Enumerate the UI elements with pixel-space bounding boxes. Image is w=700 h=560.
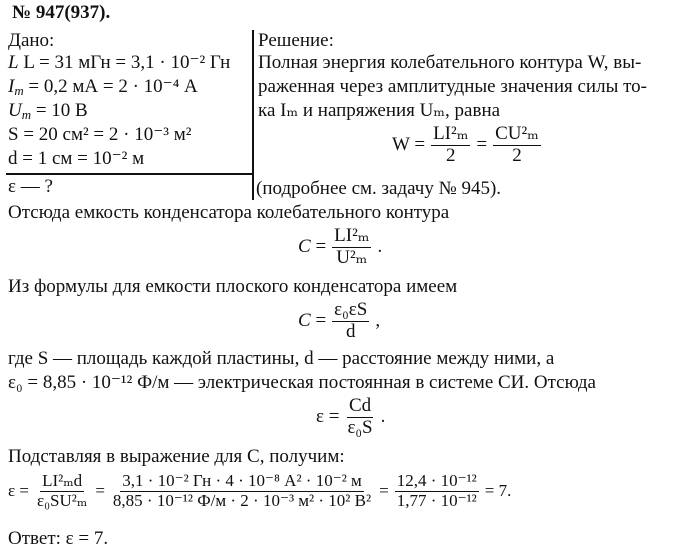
given-vertical-rule — [252, 30, 254, 200]
given-Um: $U_m = 10$ В — [8, 100, 88, 123]
given-d: d = 1 см = 10⁻² м — [8, 148, 145, 169]
formula-final-frac-3 — [395, 472, 479, 510]
formula-final-den-3: 1,77 · 10⁻¹² — [396, 490, 477, 510]
formula-C1-frac — [332, 226, 371, 269]
formula-C1-num: LI²ₘ — [334, 225, 370, 246]
formula-C1-den: U²ₘ — [336, 246, 368, 268]
given-find: ε — ? — [8, 176, 53, 197]
formula-W-num-2: CU²ₘ — [495, 123, 539, 144]
solution-line-8: Подставляя в выражение для C, получим: — [8, 446, 345, 467]
formula-W-lhs: W = — [392, 133, 426, 155]
solution-see: (подробнее см. задачу № 945). — [256, 178, 502, 199]
formula-final: ε = $\frac{\text{LI²ₘd}}{\text{ε₀SU²ₘ}}$ = $\frac{\text{3,1 · 10⁻² Гн · 4 · 10⁻⁸ А² · 10⁻² м}}{\text{8,85 · 10⁻¹² Ф/м · 2 · 10⁻³ м² · 10² В²}}$ = $\frac{\text{12,4 · 10⁻¹²}}{\text{1,77 · 10⁻¹²}}$ = 7. — [8, 471, 512, 510]
solution-line-7: ε₀ = 8,85 · 10⁻¹² Ф/м — электрическая постоянная в системе СИ. Отсюда — [8, 372, 596, 393]
formula-C2: C = $\frac{\text{ε₀εS}}{d}$ , — [298, 299, 381, 342]
formula-final-num-3: 12,4 · 10⁻¹² — [396, 471, 477, 490]
formula-final-num-2: 3,1 · 10⁻² Гн · 4 · 10⁻⁸ А² · 10⁻² м — [122, 471, 362, 490]
solution-line-5: Из формулы для емкости плоского конденсатора имеем — [8, 276, 458, 297]
formula-final-den-2: 8,85 · 10⁻¹² Ф/м · 2 · 10⁻³ м² · 10² В² — [112, 490, 372, 510]
solution-line-1: Полная энергия колебательного контура W, вы- — [258, 52, 642, 73]
formula-W-frac-1 — [431, 124, 470, 167]
solution-line-6: где S — площадь каждой пластины, d — расстояние между ними, а — [8, 348, 555, 369]
formula-final-result: = 7. — [484, 480, 512, 500]
solution-line-4: Отсюда емкость конденсатора колебательного контура — [8, 202, 450, 223]
formula-eps: ε = $\frac{Cd}{\text{ε₀S}}$ . — [316, 395, 386, 438]
given-Im: $I_m = 0,2$ мА = 2 · 10⁻⁴ А — [8, 76, 198, 99]
answer: Ответ: ε = 7. — [8, 528, 109, 549]
solution-line-2: раженная через амплитудные значения силы то- — [258, 76, 647, 97]
formula-W-den-2: 2 — [512, 144, 522, 166]
formula-C2-num: ε₀εS — [334, 299, 368, 320]
formula-C2-den: d — [345, 320, 356, 342]
formula-C2-frac — [332, 300, 369, 343]
given-L: L L = 31 мГн = 3,1 · 10⁻² Гн — [8, 52, 231, 73]
formula-W-num-1: LI²ₘ — [433, 123, 469, 144]
formula-W: W = $\frac{\text{LI²ₘ}}{2}$ = $\frac{\text{CU²ₘ}}{2}$ — [392, 123, 539, 166]
formula-eps-num: Cd — [348, 395, 372, 416]
formula-final-num-1: LI²ₘd — [42, 471, 83, 490]
given-S: S = 20 см² = 2 · 10⁻³ м² — [8, 124, 192, 145]
formula-eps-frac — [345, 396, 374, 439]
formula-W-den-1: 2 — [445, 144, 456, 166]
given-L-text: L = 31 мГн = 3,1 · 10⁻² Гн — [23, 52, 231, 73]
solution-label: Решение: — [258, 30, 334, 51]
given-divider — [6, 173, 252, 175]
given-Um-text: = 10 В — [35, 100, 88, 121]
given-Im-text: = 0,2 мА = 2 · 10⁻⁴ А — [28, 76, 198, 97]
formula-final-frac-2 — [111, 472, 373, 510]
formula-final-den-1: ε₀SU²ₘ — [36, 490, 88, 510]
problem-number: № 947(937). — [12, 2, 111, 23]
solution-line-3: ка Iₘ и напряжения Uₘ, равна — [258, 100, 501, 121]
formula-W-frac-2 — [493, 124, 541, 167]
given-label: Дано: — [8, 30, 55, 51]
formula-final-frac-1 — [35, 472, 89, 510]
formula-eps-den: ε₀S — [347, 416, 373, 438]
formula-C1: C = $\frac{\text{LI²ₘ}}{\text{U²ₘ}}$ . — [298, 225, 383, 268]
